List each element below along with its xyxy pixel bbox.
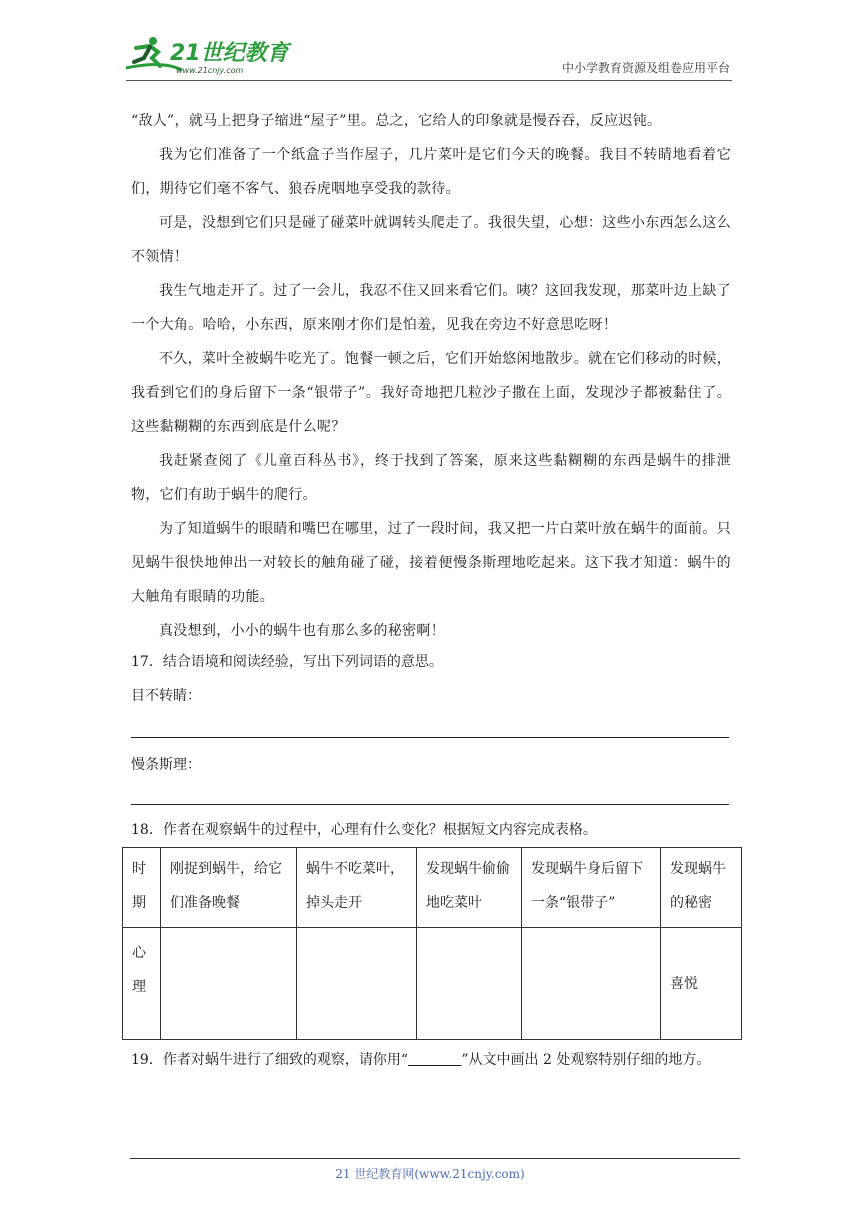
footer-divider [130, 1158, 740, 1159]
site-logo [122, 34, 292, 76]
question-19-prompt-end: ”从文中画出 2 处观察特别仔细的地方。 [461, 1052, 711, 1068]
passage-paragraph: 我生气地走开了。过了一会儿，我忍不住又回来看它们。咦？这回我发现，那菜叶边上缺了一个大角。哈哈，小东西，原来刚才你们是怕羞，见我在旁边不好意思吃呀！ [131, 283, 731, 333]
period-header-cell: 时期 [123, 848, 161, 928]
feeling-cell[interactable] [522, 928, 661, 1040]
period-cell: 刚捉到蜗牛，给它们准备晚餐 [161, 848, 297, 928]
underline-sample [408, 1052, 461, 1068]
logo-main-text: 21世纪教育 [170, 41, 289, 66]
period-cell: 发现蜗牛身后留下一条“银带子” [522, 848, 661, 928]
feeling-cell: 喜悦 [661, 928, 742, 1040]
question-19-prompt-start: 19．作者对蜗牛进行了细致的观察，请你用“ [131, 1052, 408, 1068]
period-cell: 发现蜗牛的秘密 [661, 848, 742, 928]
period-cell: 蜗牛不吃菜叶，掉头走开 [297, 848, 417, 928]
question-18-prompt: 18．作者在观察蜗牛的过程中，心理有什么变化？根据短文内容完成表格。 [131, 822, 597, 838]
table-row [123, 928, 742, 1040]
question-17 [131, 645, 731, 805]
passage-paragraph: 不久，菜叶全被蜗牛吃光了。饱餐一顿之后，它们开始悠闲地散步。就在它们移动的时候，我看到它们的身后留下一条“银带子”。我好奇地把几粒沙子撒在上面，发现沙子都被黏住了。这些黏糊糊的东西到底是什么呢？ [131, 351, 731, 435]
runner-logo-icon [122, 34, 292, 76]
page-header [122, 30, 730, 82]
passage-paragraph: 我为它们准备了一个纸盒子当作屋子，几片菜叶是它们今天的晚餐。我目不转睛地看着它们，期待它们毫不客气、狼吞虎咽地享受我的款待。 [131, 147, 731, 197]
term-1-label: 目不转睛： [131, 688, 201, 704]
passage-paragraph: 我赶紧查阅了《儿童百科丛书》，终于找到了答案，原来这些黏糊糊的东西是蜗牛的排泄物，它们有助于蜗牛的爬行。 [131, 453, 731, 503]
table-row [123, 848, 742, 928]
passage-paragraph: 真没想到，小小的蜗牛也有那么多的秘密啊！ [159, 623, 445, 639]
question-17-prompt: 17．结合语境和阅读经验，写出下列词语的意思。 [131, 654, 443, 670]
feeling-header-cell: 心理 [123, 928, 161, 1040]
feeling-cell[interactable] [297, 928, 417, 1040]
observation-table [122, 847, 742, 1040]
answer-line-2[interactable] [131, 804, 729, 805]
term-2-label: 慢条斯理： [131, 757, 201, 773]
passage-paragraph: “敌人”，就马上把身子缩进“屋子”里。总之，它给人的印象就是慢吞吞，反应迟钝。 [131, 113, 662, 129]
reading-passage [131, 104, 731, 648]
passage-paragraph: 可是，没想到它们只是碰了碰菜叶就调转头爬走了。我很失望，心想：这些小东西怎么这么不领情！ [131, 215, 731, 265]
question-18 [131, 813, 731, 847]
passage-paragraph: 为了知道蜗牛的眼睛和嘴巴在哪里，过了一段时间，我又把一片白菜叶放在蜗牛的面前。只见蜗牛很快地伸出一对较长的触角碰了碰，接着便慢条斯理地吃起来。这下我才知道：蜗牛的大触角有眼睛的功能。 [131, 521, 731, 605]
feeling-cell[interactable] [417, 928, 522, 1040]
header-divider [126, 80, 732, 81]
logo-url-text: www.21cnjy.com [176, 66, 244, 75]
footer-source: 21 世纪教育网(www.21cnjy.com) [335, 1167, 525, 1181]
question-19-prompt [131, 1043, 731, 1077]
feeling-cell[interactable] [161, 928, 297, 1040]
platform-label: 中小学教育资源及组卷应用平台 [561, 61, 730, 75]
question-19 [131, 1043, 731, 1077]
period-cell: 发现蜗牛偷偷地吃菜叶 [417, 848, 522, 928]
